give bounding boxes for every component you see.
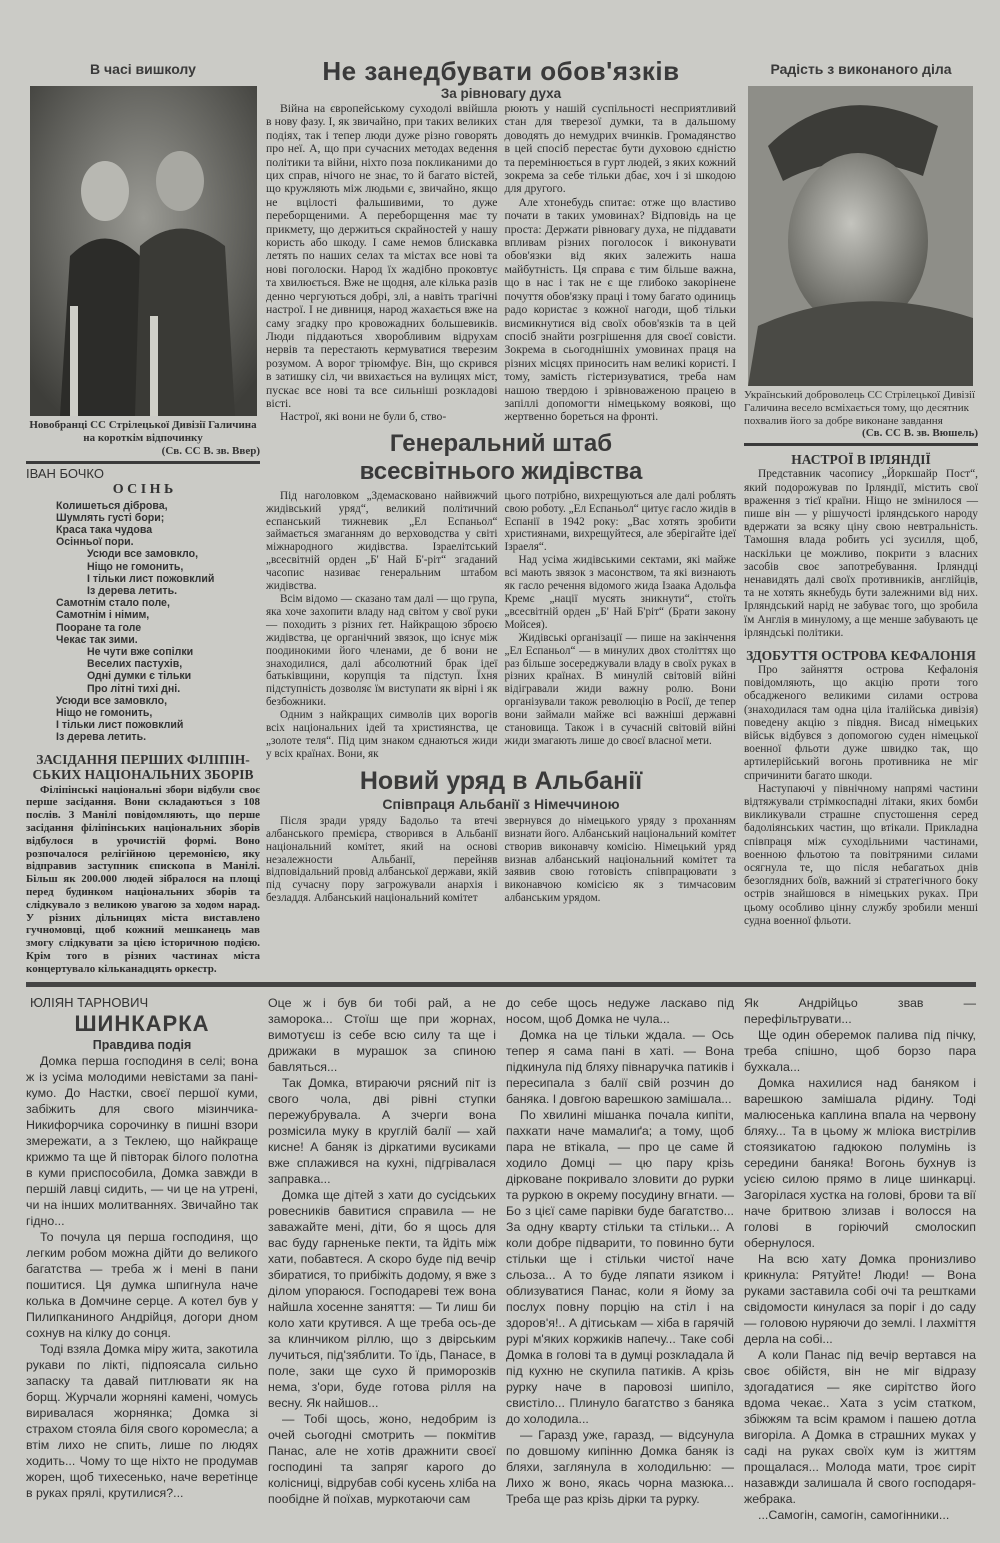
paragraph: Наступаючі у північному напрямі частини відтяжували стрімкоспадні літаки, яких бомби викликували страшне спустошення серед бадоліянських частин, що втікали. Прикладна співпраця між суходільними частинами, военною фльотою та повітряними силами осягнула те, що після небагатьох днів безоглядних боїв, важний зі стратегічного боку острів знайшовся в німецьких руках. При цьому особливо цінну службу зробили менші судна военної фльоти.: [744, 782, 978, 927]
poem-line: Про літні тихі дні.: [87, 682, 181, 695]
staff-column-1: [266, 490, 498, 761]
ireland-heading: НАСТРОЇ В ІРЛЯНДІЇ: [791, 452, 931, 468]
headline-duty: Не занедбувати обов'язків: [322, 56, 680, 86]
kefalonia-heading: ЗДОБУТТЯ ОСТРОВА КЕФАЛОНІЯ: [746, 648, 976, 664]
ireland-text: [744, 468, 978, 640]
photo-credit-volunteer: (Св. СС В. зв. Вюшель): [862, 427, 978, 440]
story-column-3: [506, 995, 734, 1523]
poem-line: Веселих пастухів,: [87, 658, 183, 671]
poem-line: Не чути вже сопілки: [87, 646, 194, 659]
duty-column-2: [505, 102, 737, 424]
paragraph: Над усіма жидівськими сектами, які майже всі мають звязок з масонством, та які визнають як гасло речення відомого жида Ізаака Адольфа Кремє „нації мусять зникнути“, стоїть „всесвітній орден „Б' Най Б'ріт“ (Брати закону Мойсея).: [504, 554, 736, 631]
paragraph: А коли Панас під вечір вертався на своє обійстя, він не міг відразу здогадатися — яке сирітство його вдома чекає.. Хата з усім статком, збіжжям та всім крамом і пашею дотла вигоріла. А Домка в страшних муках у саді на руках своїх кум із життям прощалася... Молода мати, троє сиріт назавжди залишала й свого господаря-жебрака.: [744, 1347, 976, 1506]
paragraph: То почула ця перша господиня, що легким робом можна дійти до великого багатства — треба ж і мені в пани пошитися. Ця думка шпигнула наче колька в Домчине серце. А котел був у Пилипканиного Андрійця, догори дном сохнув на кілку до сонця.: [26, 1229, 258, 1340]
paragraph: до себе щось недуже ласкаво під носом, щоб Домка не чула...: [506, 995, 734, 1026]
photo-recruits: [30, 86, 257, 416]
poem-line: Самотнім і німим,: [56, 609, 150, 622]
paragraph: ...Самогін, самогін, самогінники...: [758, 1507, 950, 1522]
photo-heading-training: В часі вишколу: [90, 61, 196, 77]
paragraph: Настрої, які вони не були б, ство-: [280, 410, 447, 424]
poem-body: [26, 500, 260, 744]
poem-title: О С І Н Ь: [112, 481, 174, 497]
subheadline-albania: Співпраця Альбанії з Німеччиною: [382, 795, 620, 812]
headline-staff-line-2: всесвітнього жидівства: [359, 457, 643, 485]
headline-staff-line-1: Генеральний штаб: [389, 429, 613, 457]
story-author: ЮЛІЯН ТАРНОВИЧ: [30, 994, 149, 1010]
paragraph: звернувся до німецького уряду з проханням визнати його. Албанський національний комітет створив виконавчу комісію. Німецький уряд визнав албанський національний комітет та заявив свою готовість співпрацювати з виконавчою комісією як з тимчасовим албанським урядом.: [504, 814, 736, 905]
story-column-4: [744, 995, 976, 1523]
story-section: [26, 995, 976, 1523]
poem-line: Усюди все замовкло,: [87, 548, 199, 561]
photo-volunteer: [748, 86, 973, 386]
paragraph: цього потрібно, вихрещуються але далі роблять свою роботу. „Ел Еспаньол“ цитує гасло жидів в Еспанії в 1942 року: „Вас хотять зробити християнами, вихрещуйтеся, але зберігайте ідеї Ізраеля“.: [504, 489, 736, 554]
right-column: [744, 56, 978, 928]
section-divider: [26, 982, 976, 987]
paragraph: Як Андрійцьо звав — перефільтрувати...: [744, 995, 976, 1026]
paragraph: Всім відомо — сказано там далі — що група, яка хоче захопити владу над світом у свої руки — походить з різних ґет. Найкращою зброєю жидівства, це органічний звязок, що існує між поодинокими його членами, де б вони не знаходилися, далі абсолютний брак ідеї батьківщини, корупція та підступ. Їхня підступність дозволяє їм виступати як вірні і як безбожники.: [266, 593, 498, 709]
paragraph: Але хтонебудь спитає: отже що властиво почати в таких умовинах? Відповідь на це проста: Держати рівновагу духа, не піддавати впливам різних поголосок і виконувати обов'язки від яких залежить наша майбутність. Ця справа є тим більше важна, що в нас і так не є ще глибоко закорінене почуття обов'язку праці і тому багато одиниць радо користає з кожної нагоди, щоб тільки висмикнутися від своїх обов'язків та в цей спосіб знайти розгрішення для своєї совісти. Зокрема в сьогоднішніх умовинах праця на різних місцях приносить нам великі користі. І тому, замість гістеризуватися, треба нам нашою твердою і зрівноваженою працею в запіллі допомогти німецькому воякові, що жертвенно бореться на фронті.: [504, 195, 736, 424]
poem-line: І тільки лист пожовклий: [56, 719, 184, 732]
poem-line: Із дерева летить.: [56, 731, 147, 744]
poem-line: Із дерева летить.: [87, 585, 178, 598]
story-column-2: [268, 995, 496, 1523]
philippines-text: [26, 784, 260, 976]
top-section: [26, 56, 976, 976]
poem-line: Колишеться діброва,: [56, 499, 168, 512]
paragraph: Домка нахилися над баняком і варешкою замішала рідину. Тоді малюсенька каплина впала на червону бляху... Та в цьому ж мліока вистрілив стоязикатою гадюкою полумінь із середини баняка! Вогонь бухнув із усією силою прямо в лице шинкарці. Загорілася хустка на голові, брови та вії наче бритвою злизав і волосся на голові в горіючий смолоскип обернулося.: [744, 1075, 976, 1250]
poem-line: Чекає так зими.: [56, 633, 138, 646]
story-subtitle: Правдива подія: [92, 1037, 192, 1052]
albania-column-1: [266, 815, 498, 905]
paragraph: По хвилині мішанка почала кипіти, пахкати наче мамалиґа; а тому, щоб пара не втікала, — про це саме й ходило Домці — цю пару крізь дірковане покривало зловити до рурки та руркою в окрему посудину вгнати. — Бо з цієї саме парівки буде багатство... За одну кварту стільки та стільки... А коли добре підварити, то повинно бути стільки ще і стільки чистої наче сльоза... А то буде ляпати язиком і облизуватися Панас, коли я йому за послух повну порцію на стіл і на здоров'я!.. А дітиськам — хіба в гарячій рурі м'яких коржиків напечу... Таке собі Домка в голові та в думці розкладала й під кухню не скупила патиків. А крізь рурку наче в паровозі шипіло, свистіло... Плинуло багатство з баняка до холодила...: [506, 1107, 734, 1426]
paragraph: Після зради уряду Бадольо та втечі албанського премієра, створився в Альбанії національний комітет, який на основі незалежности Альбанії, перейняв відповідальний провід албанської держави, якій під сучасну пору загрожували анархія і безладдя. Албанський національний комітет: [266, 814, 498, 905]
philippines-heading: ЗАСІДАННЯ ПЕРШИХ ФІЛІПІН-СЬКИХ НАЦІОНАЛЬНИХ ЗБОРІВ: [32, 751, 254, 782]
photo-volunteer-image: [748, 86, 973, 386]
headline-staff: [266, 430, 736, 486]
poem-line: І тільки лист пожовклий: [87, 572, 215, 585]
paragraph: Війна на європейському суходолі ввійшла в нову фазу. І, як звичайно, при таких великих подіях, так і тепер люди дуже різно говорять про неї. А, що при сучасних методах ведення політики та війни, ніхто поза покликаними до цих справ, нічого не знає, то й багато вістей, що кружляють між людьми є, звичайно, якщо не вцілості фальшивими, то дуже переборщеними. А переборщення має ту прикмету, що держиться скрайностей у нашу користь або шкоду. І саме немов блискавка летять по наших селах та містах все нові та нові поголоски. Народ їх жадібно проковтує та хвилюється. Вже не щодня, але кілька разів денно чергуються добрі, злі, а навіть трагічні настрої. І не дивниця, народ жахається вже на саму згадку про кровожадних большевиків. Люди піддаються хворобливим відрухам нервів та перестають кермуватися тверезим розумом. А ворог тріюмфує. Він, що скрився в затишку сіл, чи ввихається на вулицях міст, пускає все нові та все сильніші розкладові вісті.: [266, 102, 498, 410]
paragraph: Представник часопису „Йоркшайр Пост“, який подорожував по Ірляндії, містить свої враження з тієї країни. Ніщо не змінилося — пише він — у рішучості ірляндського народу вдержати за всяку ціну свою невтральність. Тамошня влада робить усі зусилля, щоб, наскільки це можливо, покрити з власних засобів своє запотребування. Ірляндці ненавидять далі своїх противників, англійців, та не хотять якнебудь бути залежними від них. Ірляндський нарід не забуває того, що зробила їм Англія в минулому, а ще менше забувають це ірляндські політики.: [744, 468, 978, 639]
poem-line: Краса така чудова: [56, 524, 153, 536]
poem-line: Шумлять густі бори;: [56, 511, 165, 524]
poem-line: Самотнім стало поле,: [56, 597, 170, 610]
photo-heading-joy: Радість з виконаного діла: [770, 61, 952, 77]
kefalonia-text: [744, 664, 978, 928]
paragraph: Тоді взяла Домка міру жита, закотила рукави по лікті, підпоясала сильно запаску та давай питлювати як на борщ. Журчали жорняні камені, чомусь виривалася жорнянка; Домка зі страхом стояла біля свого коромесла; а втім лихо не спить, лише по людях ходить... Чому то ще ніхто не продумав жорен, щоб тихесенько, наче веретінце в руках прялі, крутилися?...: [26, 1341, 258, 1500]
paragraph: Під наголовком „Здемасковано найвижчий жидівський уряд“, великий політичний еспанський тижневик „Ел Еспаньол“ займається змаганням до верховодства у світі міжнародного жидівства. Ізраелітський „всесвітній орден „Б' Най Б'-ріт“ згаданий часопис називає генеральним штабом жидівства.: [266, 489, 498, 593]
paragraph: Домка на це тільки ждала. — Ось тепер я сама пані в хаті. — Вона підкинула під бляху півнаручка патиків і пересипала з балії свій розчин до баняка. І довгою варешкою замішала...: [506, 1027, 734, 1106]
paragraph: Домка ще дітей з хати до сусідських ровесників бавитися справила — не заважайте мені, діти, бо я щось для вас буду гарненьке пекти, та йдіть між хати, побавтеся. А скоро буде під вечір збиратися, то прибіжіть додому, я вже з ділом упораюся. Господареві теж вона найшла хосенне заняття: — Ти лиш би коло хати крутився. А ще треба ось-де за клинчиком ріллю, що з двірським лучиться, під'зяблити. То їдь, Панасе, в поле, заки ще сухо й приморозків нема, з'ори, буде готова рілля на весну. Як найшов...: [268, 1187, 496, 1410]
left-column: [26, 56, 260, 976]
paragraph: Про зайняття острова Кефалонія повідомляють, що акцію проти того обсадженого великими силами острова (знаходилася там одна ціла італійська дивізія) поведену акцію з півдня. Висад німецьких військ відбувся з допомогою суден німецької военної фльоти дуже швидко так, що артилерійський вогонь противника не міг спричинити багато шкоди.: [744, 664, 978, 782]
poem-line: Одні думки є тільки: [87, 670, 192, 683]
divider: [744, 443, 978, 446]
paragraph: Ще один оберемок палива під пічку, треба спішно, щоб борзо пара бухкала...: [744, 1027, 976, 1074]
poem-line: Ніщо не гомонить,: [87, 560, 184, 573]
albania-column-2: [505, 815, 737, 905]
subheadline-duty: За рівновагу духа: [440, 86, 562, 101]
photo-credit-recruits: (Св. СС В. зв. Ввер): [161, 444, 260, 457]
center-column: [266, 56, 736, 905]
photo-recruits-image: [30, 86, 257, 416]
poem-line: Усюди все замовкло,: [56, 694, 168, 707]
staff-column-2: [505, 490, 737, 761]
story-column-1-wrap: [26, 995, 258, 1523]
paragraph: рюють у нашій суспільності несприятливий стан для тверезої думки, та в дальшому доводять до немудрих вчинків. Громадянство в цей спосіб перестає бути духовою єдністю та перемінюється в гурт людей, з яких кожний зокрема за себе тільки дбає, хоч і зі шкодою для другого.: [504, 102, 736, 196]
poem-line: Пооране та голе: [56, 621, 142, 634]
paragraph: — Тобі щось, жоно, недобрим із очей сьогодні смотрить — покмітив Панас, але не хотів дражнити своєї господині та запряг карого до колісниці, відрубав собі кусень хліба на пообідне й поїхав, муркотаючи сам: [268, 1411, 496, 1506]
paragraph: Оце ж і був би тобі рай, а не заморока... Стоїш ще при жорнах, вимотуєш із себе всю силу та ще і дрижаки в мурашок за спиною бавляться...: [268, 995, 496, 1074]
paragraph: Домка перша господиня в селі; вона ж із усіма молодими невістами за пані-кумо. До Настки, своєї першої куми, забіжить для свого мізинчика-Никифорчика сорочинку в пишні взори змережати, а з Теклею, що найкраще крижмо та ще й півторак білого полотна в куми приспособила, Домка завжди в першій лавці сидить, — чи це на утрені, чи на інших молитваннях. Звичайно так гідно...: [26, 1053, 258, 1228]
headline-albania: Новий уряд в Альбанії: [359, 766, 643, 795]
paragraph: Філіпінські національні збори відбули своє перше засідання. Вони складаються з 108 послів. З Манілі повідомляють, що перше засідання філіпінських національних зборів відбулося в урочистій формі. Воно розпочалося релігійною церемонією, яку відправив заступник єпископа в Манілі. Більш як 200.000 людей зібралося на площі перед будинком національних зборів та слідкувало з великою увагою за ходом нарад. У різних дільницях міста виставлено гучномовці, щоб кожний мешканець мав змогу слідкувати за цією історичною подією. Крім того в різних частинах міста концертувало кільканадцять оркестр.: [26, 783, 260, 975]
photo-caption-recruits: Новобранці СС Стрілецької Дивізії Галичина на короткім відпочинку: [29, 419, 257, 444]
paragraph: На всю хату Домка пронизливо крикнула: Рятуйте! Люди! — Вона руками заставила собі очі та рештками свідомости кинулася за поріг і до саду — головою нуряючи до землі. І лахміття дерла на собі...: [744, 1251, 976, 1346]
poem-line: Ніщо не гомонить,: [56, 707, 153, 720]
poem-line: Осінньої пори.: [56, 536, 134, 549]
paragraph: Одним з найкращих символів цих ворогів всіх національних ідей та християнства, це „золоте теля“. Під цим знаком єднаються жиди у всіх країнах. Вони, як: [266, 709, 498, 760]
paragraph: Так Домка, втираючи рясний піт із свого чола, дві рівні ступки пережубрувала. А зчерги вона розмісила муку в круглій балії — хай кисне! А баняк із діркатими вусиками вже сплажився на кухні, підгрівалася заправка...: [268, 1075, 496, 1186]
story-title: ШИНКАРКА: [74, 1010, 210, 1036]
poem-author: ІВАН БОЧКО: [26, 465, 104, 481]
story-column-1: [26, 1053, 258, 1501]
duty-column-1: [266, 102, 498, 424]
paragraph: Жидівські організації — пише на закінчення „Ел Еспаньол“ — в минулих двох століттях що раз більше зосереджували владу в своїх руках в різних країнах. В минулій світовій війні відігравали жиди важну ролю. Вони організували також революцію в Росії, де тепер вони займали майже всі важніші державні становища. Також і в сучасній світовій війні жиди змагають лише до своєї власної мети.: [504, 631, 736, 747]
paragraph: — Гаразд уже, гаразд, — відсунула по довшому кипінню Домка баняк із бляхи, заглянула в холодильню: — Лихо ж воно, якась чорна мазюка... Треба ще раз крізь дірки та рурку.: [506, 1427, 734, 1506]
photo-caption-volunteer: Український доброволець СС Стрілецької Дивізії Галичина весело всміхається тому, що десятник похвалив його за добре виконане завдання: [744, 389, 976, 427]
divider: [26, 461, 260, 464]
